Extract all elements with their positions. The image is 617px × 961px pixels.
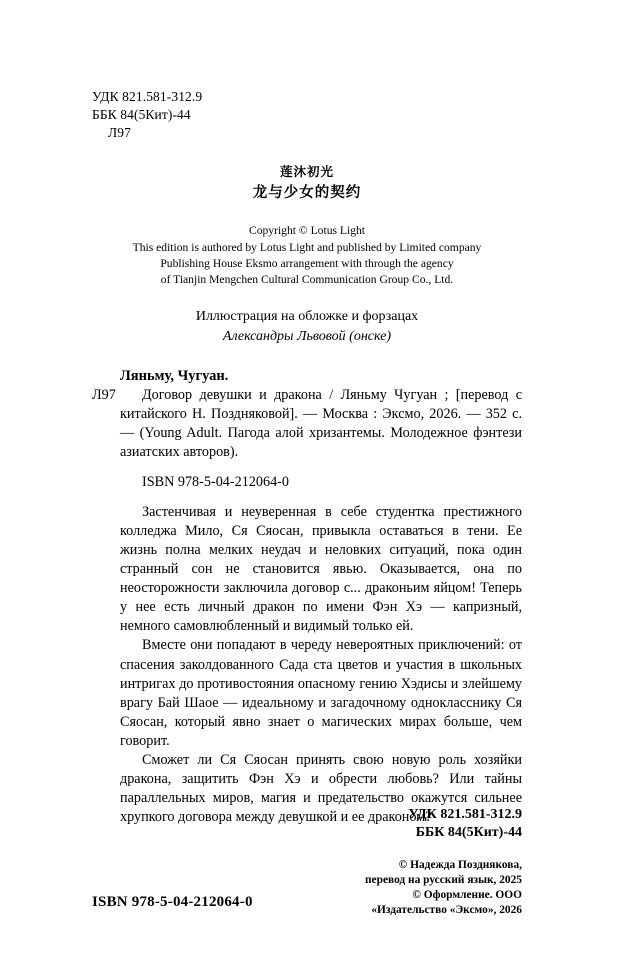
copyright-notice — [92, 223, 522, 287]
chinese-title-block — [92, 163, 522, 205]
author-index: Л97 — [108, 124, 131, 140]
udk-code: УДК 821.581-312.9 — [92, 89, 203, 104]
bottom-isbn: ISBN 978-5-04-212064-0 — [92, 894, 253, 910]
bottom-classification-block — [408, 806, 522, 842]
bottom-udk-code: УДК 821.581-312.9 — [408, 807, 522, 822]
bibliographic-body — [92, 386, 522, 462]
bibliographic-description: Договор девушки и дракона / Ляньму Чугуан ; [перевод с китайского Н. Поздняковой]. — Москва : Эксмо, 2026. — 352 с. — (Young Adult. Пагода алой хризантемы. Молодежное фэнтези азиатских авторов). — [120, 387, 522, 460]
bibliographic-record — [92, 368, 522, 491]
chinese-author: 莲沐初光 — [279, 164, 334, 180]
bbk-code: ББК 84(5Кит)-44 — [92, 106, 191, 122]
bottom-bbk-code: ББК 84(5Кит)-44 — [415, 825, 522, 841]
rights-line-4: «Издательство «Эксмо», 2026 — [371, 904, 522, 917]
illustration-credit-line-1: Иллюстрация на обложке и форзацах — [195, 309, 419, 325]
classification-block — [92, 88, 522, 141]
copyright-line-3: Publishing House Eksmo arrangement with through the agency — [160, 257, 454, 270]
isbn-main: ISBN 978-5-04-212064-0 — [142, 473, 289, 490]
illustration-credit-line-2: Александры Львовой (онске) — [222, 328, 392, 344]
bibliographic-index: Л97 — [92, 387, 116, 404]
bibliographic-author: Ляньму, Чугуан. — [120, 368, 229, 385]
annotation-block — [120, 503, 522, 828]
rights-block — [365, 858, 522, 918]
page-content — [92, 88, 522, 917]
copyright-line-2: This edition is authored by Lotus Light and published by Limited company — [132, 241, 482, 255]
chinese-title: 龙与少女的契约 — [252, 185, 362, 202]
annotation-paragraph-1: Застенчивая и неуверенная в себе студентка престижного колледжа Мило, Ся Сяосан, привыкла оставаться в тени. Ее жизнь полна мелких неудач и неловких ситуаций, пока один странный сон не становится явью. Оказывается, она по неосторожности заключила договор с... драконьим яйцом! Теперь у нее есть личный дракон по имени Фэн Хэ — капризный, немного самовлюбленный и видимый только ей. — [120, 503, 522, 635]
rights-line-2: перевод на русский язык, 2025 — [364, 874, 522, 887]
copyright-line-1: Copyright © Lotus Light — [248, 223, 366, 237]
annotation-paragraph-2: Вместе они попадают в череду невероятных приключений: от спасения заколдованного Сада ста цветов и участия в школьных интригах до противостояния опасному гению Хэдисы и злейшему врагу Бай Шаое — идеальному и загадочному однокласснику Ся Сяосан, который явно знает о магических мирах больше, чем говорит. — [120, 637, 522, 749]
rights-line-3: © Оформление. ООО — [412, 889, 522, 902]
illustration-credit — [92, 307, 522, 346]
copyright-line-4: of Tianjin Mengchen Cultural Communication Group Co., Ltd. — [160, 272, 454, 286]
annotation-paragraph-3: Сможет ли Ся Сяосан принять свою новую роль хозяйки дракона, защитить Фэн Хэ и обрести любовь? Или тайны параллельных миров, магия и предательство окажутся сильнее хрупкого договора между девушкой и ее драконом? — [120, 751, 522, 826]
rights-line-1: © Надежда Позднякова, — [398, 859, 522, 871]
